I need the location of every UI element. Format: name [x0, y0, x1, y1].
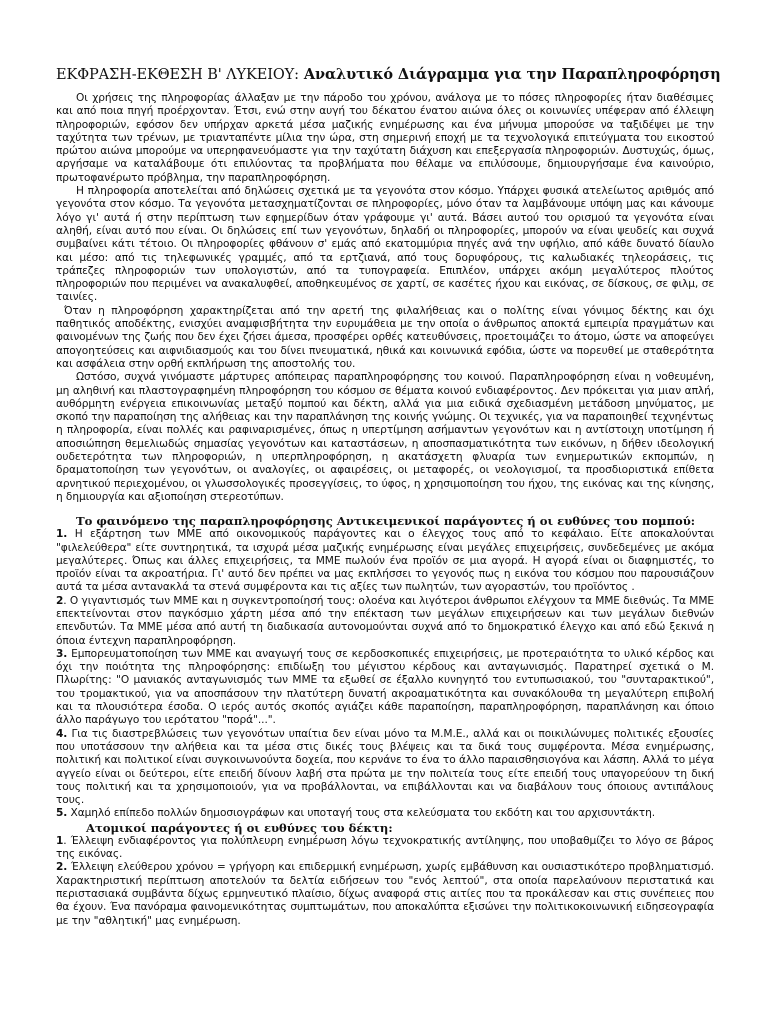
section-heading-receiver: Ατομικοί παράγοντες ή οι ευθύνες του δέκτη: — [86, 820, 393, 835]
section-heading-sender: Το φαινόμενο της παραπληροφόρησης Αντικειμενικοί παράγοντες ή οι ευθύνες του πομπού: — [76, 514, 696, 529]
intro-paragraph: Η πληροφορία αποτελείται από δηλώσεις σχετικά με τα γεγονότα στον κόσμο. Υπάρχει φυσικά ατελείωτος αριθμός από γεγονότα στον κόσμο. Τα γεγονότα μετασχηματίζονται σε πληροφορίες, μόνο όταν τα λαμβάνουμε υπόψη μας και κάνουμε λόγο γι' αυτά ή στην περίπτωση των εφημερίδων όταν γράφουμε γι' αυτά. Βάσει αυτού του ορισμού τα γεγονότα είναι αληθή, είναι αυτό που είναι. Οι δηλώσεις επί των γεγονότων, δηλαδή οι πληροφορίες, μπορούν να είναι ψευδείς και συχνά συμβαίνει κάτι τέτοιο. Οι πληροφορίες φθάνουν σ' εμάς από εκατομμύρια πηγές ανά την υφήλιο, από κάθε δυνατό δίαυλο και μέσο: από τις τηλεφωνικές γραμμές, από τα ερτζιανά, από τους δορυφόρους, τις καλωδιακές τηλεοράσεις, τις τράπεζες πληροφοριών των υπολογιστών, από τα τυπογραφεία. Επιπλέον, υπάρχει ακόμη μεγαλύτερος πλούτος πληροφοριών που περιμένει να ανακαλυφθεί, αποθηκευμένος σε χαρτί, σε κασέτες ήχου και εικόνας, σε δίσκους, σε φιλμ, σε ταινίες. — [56, 185, 714, 304]
item-text: Η εξάρτηση των ΜΜΕ από οικονομικούς παράγοντες και ο έλεγχος τους από το κεφάλαιο. Είτε αποκαλούνται "φιλελεύθερα" είτε συντηρητικά, τα ισχυρά μέσα μαζικής ενημέρωσης είναι μεγάλες επιχειρήσεις, συνδεδεμένες με ακόμα μεγαλύτερες. Όπως και άλλες επιχειρήσεις, τα ΜΜΕ πωλούν ένα προϊόν σε μια αγορά. Η αγορά είναι οι διαφημιστές, το προϊόν είναι τα ακροατήρια. Γι' αυτό δεν πρέπει να μας εκπλήσσει το γεγονός πως η εικόνα του κόσμου που παρουσιάζουν αυτά τα μέσα αντανακλά τα στενά συμφέροντα και τις αξίες των πωλητών, των αγοραστών, του προϊόντος . — [56, 528, 714, 594]
list-item — [56, 861, 714, 927]
item-number: 1. — [56, 528, 68, 541]
receiver-factors-list — [56, 835, 714, 928]
list-item — [56, 728, 714, 808]
list-item — [56, 648, 714, 728]
item-text: Εμπορευματοποίηση των ΜΜΕ και αναγωγή τους σε κερδοσκοπικές επιχειρήσεις, με προτεραιότητα το υλικό κέρδος και όχι την ποιότητα της πληροφόρησης: επιδίωξη του μέγιστου κέρδους και ανταγωνισμός. Παρατηρεί σχετικά ο Μ. Πλωρίτης: "Ο μανιακός ανταγωνισμός των ΜΜΕ τα εξωθεί σε έξαλλο κυνηγητό του εντυπωσιακού, του "συνταρακτικού", του τρομακτικού, για να αποσπάσουν την πλατύτερη δυνατή ακροαματικότητα και συνακόλουθα τη μεγαλύτερη επιβολή και τα πλουσιότερα έσοδα. Ο ιερός αυτός σκοπός αγιάζει κάθε παραποίηση, παραπληροφόρηση, παραπλάνηση και όποιο άλλο παράγωγο του ιερότατου "πορά"...". — [56, 647, 714, 727]
intro-paragraph: Ωστόσο, συχνά γινόμαστε μάρτυρες απόπειρας παραπληροφόρησης του κοινού. Παραπληροφόρηση είναι η νοθευμένη, μη αληθινή και πλαστογραφημένη πληροφόρηση του κόσμου σε θέματα κοινού ενδιαφέροντος. Δεν πρόκειται για μιαν απλή, αυθόρμητη ενέργεια επικοινωνίας μεταξύ πομπού και δέκτη, αλλά για μια ειδικά σχεδιασμένη μετάδοση μηνύματος, με σκοπό την παραποίηση της αλήθειας και την παραπλάνηση της κοινής γνώμης. Οι τεχνικές, για να παραποιηθεί τεχνηέντως η πληροφορία, είναι πολλές και ραφιναρισμένες, όπως η υπερτίμηση ασήμαντων γεγονότων και η αντίστοιχη υποτίμηση ή αποσιώπηση θεμελιωδώς σημασίας γεγονότων και καταστάσεων, η αποσπασματικότητα των εικόνων, η δήθεν ιδεολογική ουδετερότητα των πληροφοριών, η υπερπληροφόρηση, η ακατάσχετη φλυαρία των ενημερωτικών εκπομπών, η δραματοποίηση των γεγονότων, οι αναλογίες, οι αφαιρέσεις, οι μεταφορές, οι νεολογισμοί, τα προσδιοριστικά επίθετα αρνητικού περιεχομένου, οι γλωσσολογικές προσεγγίσεις, το ύφος, η χρησιμοποίηση του ήχου, της εικόνας και της κίνησης, η δημιουργία και αξιοποίηση στερεοτύπων. — [56, 371, 714, 503]
item-number: 2 — [56, 594, 64, 607]
item-text: Έλλειψη ελεύθερου χρόνου = γρήγορη και επιδερμική ενημέρωση, χωρίς εμβάθυνση και ουσιαστικότερο προβληματισμό. Χαρακτηριστική περίπτωση αποτελούν τα δελτία ειδήσεων του "ενός λεπτού", στα οποία παρελαύνουν περιστατικά και περιστασιακά συμβάντα δίχως ερμηνευτικό πλαίσιο, δίχως αναφορά στις αιτίες που τα προκάλεσαν και στις συνέπειες που θα έχουν. Ένα πανόραμα φαινομενικότητας συμπτωμάτων, που αποκαλύπτα εξισώνει την πολιτικοκοινωνική ειδησεογραφία με την "αθλητική" μας ενημέρωση. — [56, 861, 714, 927]
title-course: ΕΚΦΡΑΣΗ-ΕΚΘΕΣΗ Β' ΛΥΚΕΙΟΥ: — [56, 67, 299, 83]
item-text: . Έλλειψη ενδιαφέροντος για πολύπλευρη ενημέρωση λόγω τεχνοκρατικής αντίληψης, που υποβαθμίζει το λόγο σε βάρος της εικόνας. — [56, 834, 714, 861]
list-item — [56, 807, 714, 820]
item-number: 3. — [56, 647, 68, 660]
list-item — [56, 595, 714, 648]
item-number: 5. — [56, 807, 68, 820]
list-item — [56, 835, 714, 862]
item-number: 2. — [56, 861, 68, 874]
intro-paragraph: Οι χρήσεις της πληροφορίας άλλαξαν με την πάροδο του χρόνου, ανάλογα με το πόσες πληροφορίες ήταν διαθέσιμες και από ποια πηγή προέρχονταν. Έτσι, ενώ στην αυγή του δέκατου ένατου αιώνα όλες οι κοινωνίες υπέφεραν από έλλειψη πληροφοριών, εφόσον δεν υπήρχαν αρκετά μέσα μαζικής ενημέρωσης και ένα μήνυμα μπορούσε να ταξιδέψει με την ταχύτητα των τρένων, με τριανταπέντε μίλια την ώρα, στη σημερινή εποχή με τα τεχνολογικά επιτεύγματα του εικοστού πρώτου αιώνα μπορούμε να υπερηφανευόμαστε για την ταχύτατη διάχυση και επεξεργασία πληροφοριών. Δυστυχώς, όμως, αργήσαμε να καταλάβουμε ότι επιλύοντας τα προβλήματα που θέλαμε να επιλύσουμε, δημιουργήσαμε ένα καινούριο, πρωτοφανέρωτο πρόβλημα, την παραπληροφόρηση. — [56, 92, 714, 184]
item-text: Για τις διαστρεβλώσεις των γεγονότων υπαίτια δεν είναι μόνο τα Μ.Μ.Ε., αλλά και οι ποικιλώνυμες πολιτικές εξουσίες που υποτάσσουν την αλήθεια και τα μέσα στις δικές τους βλέψεις και τα δικά τους συμφέροντα. Μέσα ενημέρωσης, πολιτική και πολιτικοί είναι συγκοινωνούντα δοχεία, που κερνάνε το ένα το άλλο παραισθησιογόνα και λάσπη. Αλλά το μέγα αγγείο είναι οι δεύτεροι, είτε επειδή δίνουν λαβή στα πρώτα με την πολιτεία τους είτε επειδή τους υπαγορεύουν τη δική τους πολιτική και τα χρησιμοποιούν, για να προβάλλονται, να επιβάλλονται και να διαβάλουν τους όποιους αντιπάλους τους. — [56, 727, 714, 807]
item-number: 4. — [56, 727, 68, 740]
list-item — [56, 528, 714, 594]
item-number: 1 — [56, 834, 64, 847]
document-title — [56, 66, 721, 83]
item-text: . Ο γιγαντισμός των ΜΜΕ και η συγκεντροποίησή τους: ολοένα και λιγότεροι άνθρωποι ελέγχουν τα ΜΜΕ διεθνώς. Τα ΜΜΕ επεκτείνονται στον παγκόσμιο χάρτη μέσα από την επέκταση των μεγάλων επιχειρήσεων και των μεγάλων διεθνών επενδυτών. Τα ΜΜΕ μέσα από αυτή τη διαδικασία αυτονομούνται συχνά από το δημοκρατικό έλεγχο και από εδώ ξεκινά η όποια έντεχνη παραπληροφόρηση. — [56, 594, 714, 647]
intro-section — [56, 92, 714, 504]
item-text: Χαμηλό επίπεδο πολλών δημοσιογράφων και υποταγή τους στα κελεύσματα του εκδότη και του αρχισυντάκτη. — [67, 807, 656, 820]
title-subject: Αναλυτικό Διάγραμμα για την Παραπληροφόρηση — [298, 66, 721, 83]
sender-factors-list — [56, 528, 714, 821]
intro-paragraph: Όταν η πληροφόρηση χαρακτηρίζεται από την αρετή της φιλαλήθειας και ο πολίτης είναι γόνιμος δέκτης και όχι παθητικός αποδέκτης, ενισχύει αναμφισβήτητα την ευρυμάθεια με την οποία ο άνθρωπος αποκτά εμπειρία πραγμάτων και φαινομένων της ζωής που δεν έχει ζήσει άμεσα, προσφέρει ορθές κατευθύνσεις, προετοιμάζει το άτομο, ώστε να αποφεύγει απογοητεύσεις και αιφνιδιασμούς και του δίνει πνευματικά, ηθικά και κοινωνικά εφόδια, ώστε να πορευθεί με σταθερότητα και ασφάλεια στην ορθή εκπλήρωση της αποστολής του. — [56, 304, 714, 370]
